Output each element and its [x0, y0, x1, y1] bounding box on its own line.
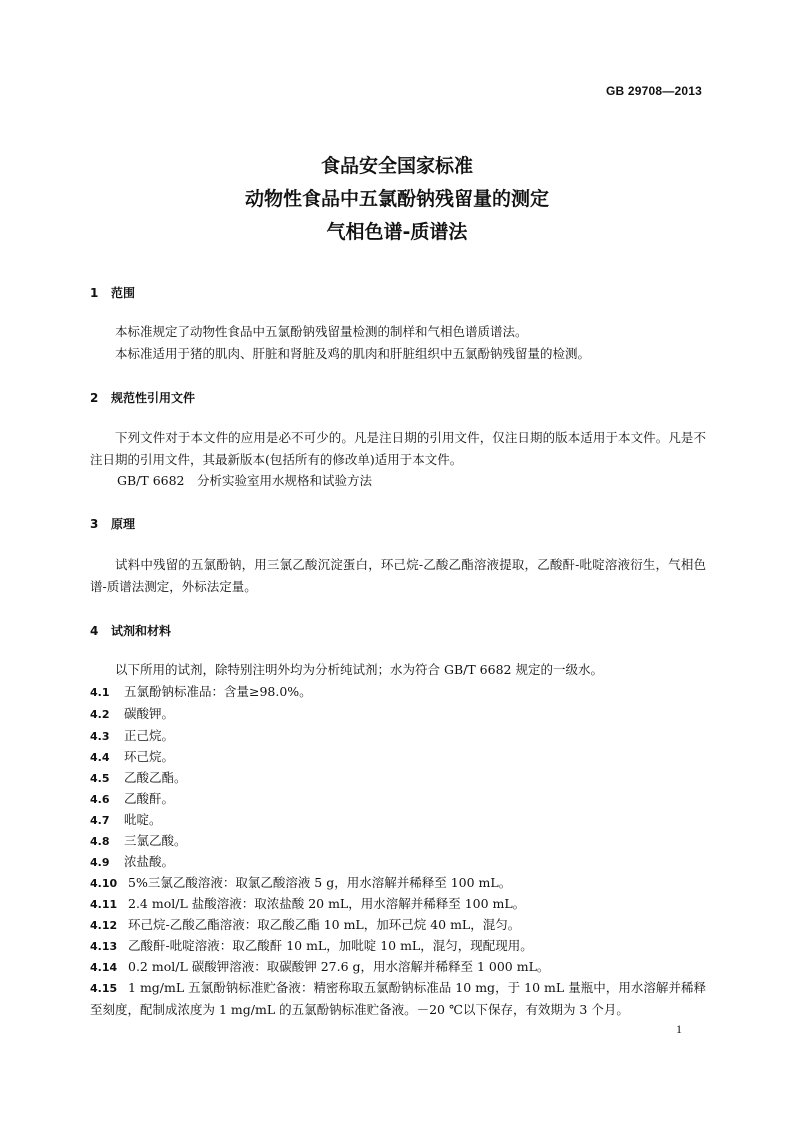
- item-text: 5%三氯乙酸溶液：取氯乙酸溶液 5 g，用水溶解并稀释至 100 mL。: [128, 875, 512, 890]
- page-number: 1: [676, 1022, 682, 1036]
- paragraph: 试料中残留的五氯酚钠，用三氯乙酸沉淀蛋白，环己烷-乙酸乙酯溶液提取，乙酸酐-吡啶溶液衍生，气相色谱-质谱法测定，外标法定量。: [90, 557, 706, 594]
- item-number: 4.10: [90, 877, 118, 890]
- item-number: 4.3: [90, 730, 110, 743]
- section-number: 2: [90, 391, 99, 405]
- section-title: 规范性引用文件: [111, 391, 196, 405]
- title-line-2: 动物性食品中五氯酚钠残留量的测定: [244, 188, 549, 210]
- paragraph: 本标准适用于猪的肌肉、肝脏和肾脏及鸡的肌肉和肝脏组织中五氯酚钠残留量的检测。: [115, 346, 591, 361]
- section-heading-reagents: [90, 622, 171, 639]
- section-heading-principle: [90, 515, 135, 532]
- item-number: 4.8: [90, 835, 110, 848]
- list-item: [90, 767, 706, 789]
- section-number: 4: [90, 624, 99, 638]
- item-number: 4.6: [90, 793, 110, 806]
- item-number: 4.13: [90, 940, 118, 953]
- list-item: [90, 746, 706, 768]
- item-text: 碳酸钾。: [124, 706, 175, 721]
- list-item: [90, 725, 706, 747]
- section-title: 试剂和材料: [111, 624, 172, 638]
- list-item: [90, 809, 706, 831]
- title-line-1: 食品安全国家标准: [320, 155, 473, 177]
- item-text: 环己烷。: [124, 749, 175, 764]
- list-item: [90, 935, 706, 957]
- list-item: [90, 893, 706, 915]
- item-number: 4.7: [90, 814, 110, 827]
- list-item: [90, 872, 706, 894]
- list-item: [90, 977, 706, 1020]
- item-text: 0.2 mol/L 碳酸钾溶液：取碳酸钾 27.6 g，用水溶解并稀释至 1 000 mL。: [128, 959, 550, 974]
- list-item: [90, 956, 706, 978]
- document-title: [0, 150, 794, 249]
- list-item: [90, 830, 706, 852]
- item-number: 4.4: [90, 751, 110, 764]
- item-text: 五氯酚钠标准品：含量≥98.0%。: [124, 684, 312, 699]
- paragraph: 下列文件对于本文件的应用是必不可少的。凡是注日期的引用文件，仅注日期的版本适用于本文件。凡是不注日期的引用文件，其最新版本(包括所有的修改单)适用于本文件。: [90, 430, 706, 467]
- section-heading-scope: [90, 284, 135, 301]
- section-heading-normative-references: [90, 389, 195, 406]
- item-number: 4.2: [90, 708, 110, 721]
- item-text: 浓盐酸。: [124, 854, 175, 869]
- item-text: 环己烷-乙酸乙酯溶液：取乙酸乙酯 10 mL，加环己烷 40 mL，混匀。: [128, 917, 521, 932]
- section-title: 范围: [111, 286, 136, 300]
- item-text: 正己烷。: [124, 728, 175, 743]
- list-item: [90, 703, 706, 725]
- item-text: 乙酸酐。: [124, 791, 175, 806]
- standard-code: GB 29708—2013: [606, 84, 702, 98]
- item-number: 4.14: [90, 961, 118, 974]
- item-number: 4.1: [90, 686, 110, 699]
- item-text: 1 mg/mL 五氯酚钠标准贮备液：精密称取五氯酚钠标准品 10 mg，于 10 mL 量瓶中，用水溶解并稀释至刻度，配制成浓度为 1 mg/mL 的五氯酚钠标准贮备液。－20 ℃以下保存，有效期为 3 个月。: [90, 980, 706, 1017]
- reference-entry: GB/T 6682 分析实验室用水规格和试验方法: [117, 473, 373, 488]
- item-number: 4.5: [90, 772, 110, 785]
- item-number: 4.11: [90, 898, 118, 911]
- item-number: 4.9: [90, 856, 110, 869]
- item-text: 三氯乙酸。: [124, 833, 187, 848]
- item-text: 吡啶。: [124, 812, 162, 827]
- item-text: 2.4 mol/L 盐酸溶液：取浓盐酸 20 mL，用水溶解并稀释至 100 mL。: [128, 896, 526, 911]
- item-text: 乙酸酐-吡啶溶液：取乙酸酐 10 mL，加吡啶 10 mL，混匀，现配现用。: [128, 938, 533, 953]
- paragraph: 以下所用的试剂，除特别注明外均为分析纯试剂；水为符合 GB/T 6682 规定的一级水。: [115, 662, 603, 677]
- list-item: [90, 788, 706, 810]
- item-number: 4.15: [90, 982, 118, 995]
- list-item: [90, 851, 706, 873]
- item-text: 乙酸乙酯。: [124, 770, 187, 785]
- list-item: [90, 681, 706, 703]
- section-title: 原理: [111, 517, 136, 531]
- title-line-3: 气相色谱-质谱法: [326, 221, 468, 243]
- paragraph: 本标准规定了动物性食品中五氯酚钠残留量检测的制样和气相色谱质谱法。: [115, 324, 528, 339]
- section-number: 3: [90, 517, 99, 531]
- section-number: 1: [90, 286, 99, 300]
- list-item: [90, 914, 706, 936]
- item-number: 4.12: [90, 919, 118, 932]
